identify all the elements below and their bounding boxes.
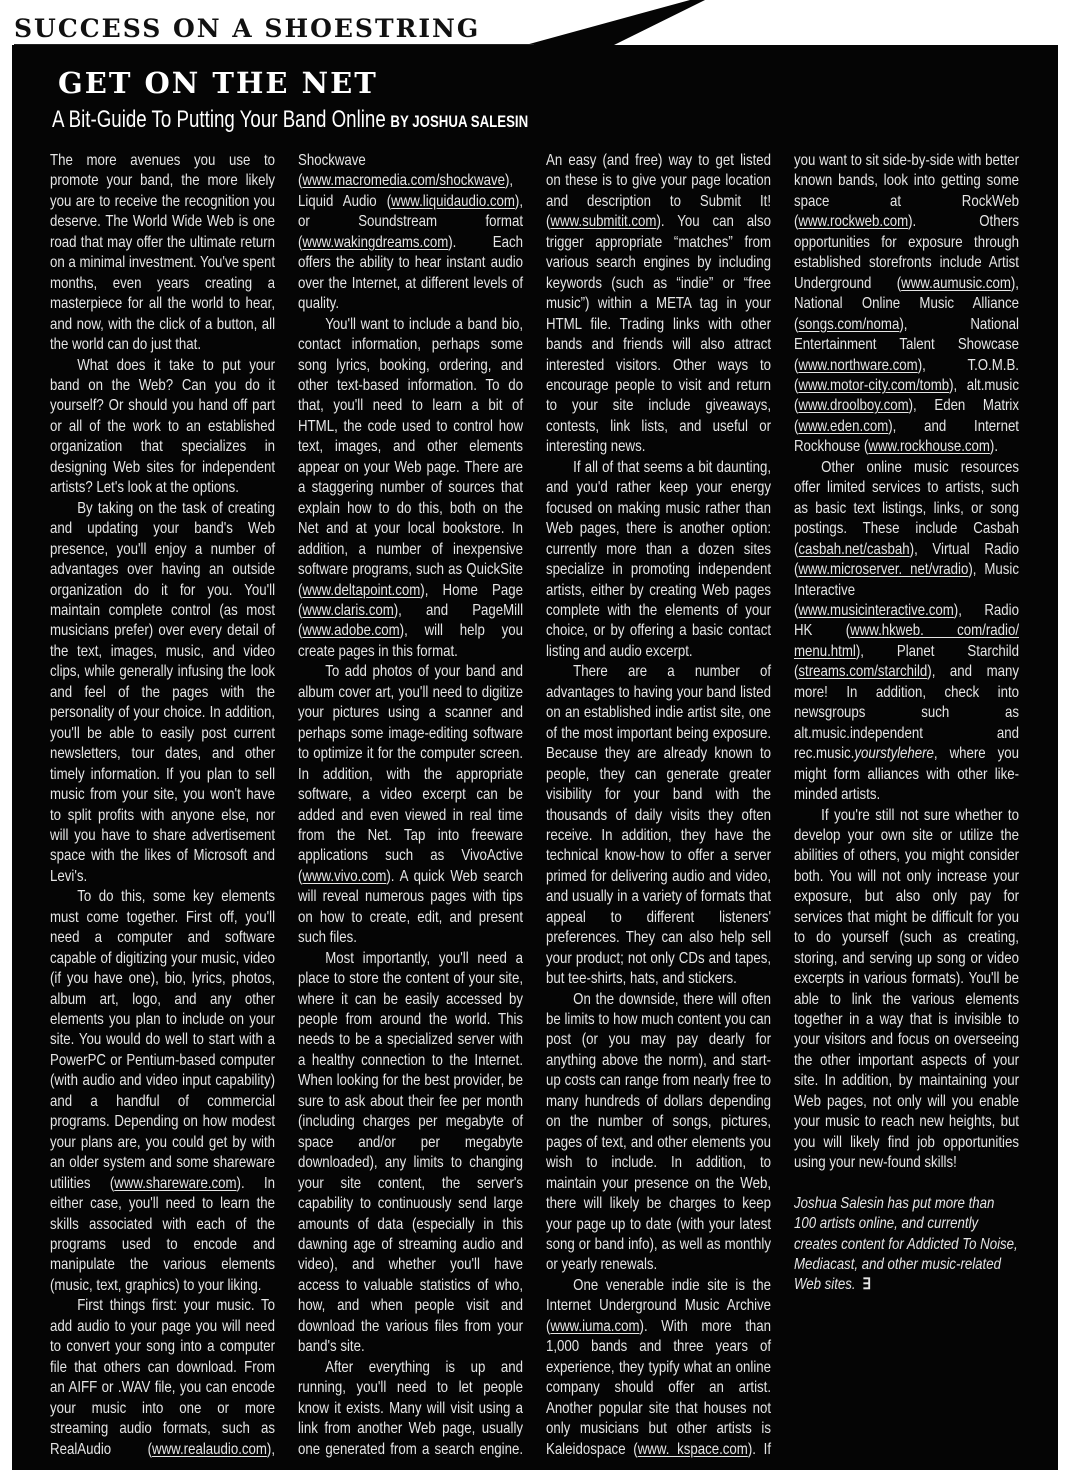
byline: BY JOSHUA SALESIN [390,112,529,131]
paragraph-text: ). You can also trigger appropriate “matches” from various search engines by including keywords (such as “indie” or “free music”) within a META tag in your HTML file. Trading links with other bands and friends will also attract interested visitors. Other ways to encourage people to visit and return to your site include giveaways, contests, link lists, and useful or interesting news. [545,213,772,456]
url-link[interactable]: www.claris.com [302,601,394,619]
url-link[interactable]: www.rockhouse.com [868,438,990,456]
article-paragraph [298,315,523,663]
paragraph-text: If you're still not sure whether to develop your own site or utilize the abilities of others, you might consider both. You will not only increase your exposure, but also only pay for services that might be difficult for you to do yourself (such as creating, storing, and serving up song or video excerpts in various formats). You'll be able to link the various elements together in a way that is invisible to your visitors and focus on overseeing the other important aspects of your site. In addition, by maintaining your Web pages, not only will you enable your music to reach new heights, but you will likely find job opportunities using your new-found skills! [793,806,1019,1172]
paragraph-text: What does it take to put your band on the Web? Can you do it yourself? Or should you hand off part or all of the work to an established organization that specializes in designing Web sites for independent artists? Let's look at the options. [50,356,276,497]
paragraph-text: ). If you want to sit side-by-side with better known bands, look into getting some space at RockWeb ( [747,152,1019,1458]
paragraph-text: ), and many more! In addition, check into newsgroups such as alt.music.independent and rec.music. [793,663,1019,763]
article-paragraph [50,356,275,499]
url-link[interactable]: www.iuma.com [550,1317,640,1335]
article-paragraph [794,806,1019,1174]
paragraph-text: ), Radio HK ( [793,601,1019,640]
url-link[interactable]: www.liquidaudio.com [391,192,515,210]
paragraph-text: One venerable indie site is the Internet Underground Music Archive ( [545,1276,772,1335]
article-paragraph [50,151,275,356]
paragraph-text: First things first: your music. To add audio to your page you will need to convert your song into a computer file that others can download. From an AIFF or .WAV file, you can encode your music into one or more streaming audio formats, such as RealAudio ( [50,1297,276,1458]
paragraph-text: ), National Entertainment Talent Showcase ( [793,315,1019,374]
paragraph-text: There are a number of advantages to having your band listed on an established indie artist site, one of the most important being exposure. Because they are already known to people, they can generate greater visibility for your band with the thousands of daily visits they often receive. In addition, they have the technical know-how to offer a server primed for delivering audio and video, and usually in a variety of formats that appeal to different listeners' preferences. They can also help sell your product; not only CDs and tapes, but tee-shirts, hats, and stickers. [545,663,772,988]
author-bio-text: Joshua Salesin has put more than 100 artists online, and currently creates content for Addicted To Noise, Mediacast, and other music-related Web sites. [793,1194,1018,1294]
section-kicker: SUCCESS ON A SHOESTRING [14,14,481,43]
end-mark-icon: ∃ [862,1276,871,1294]
url-link[interactable]: www.rockweb.com [798,213,909,231]
paragraph-text: ), Eden Matrix ( [793,397,1019,435]
paragraph-text: By taking on the task of creating and updating your band's Web presence, you'll enjoy a number of advantages over having an outside organization do it for you. You'll maintain complete control (as most musicians prefer) over every detail of the text, images, music, and video clips, while generally infusing the look and feel of the pages with the personality of your choice. In addition, you'll be able to easily post current newsletters, tour dates, and other timely information. If you plan to sell music from your site, you won't have to split profits with anyone else, nor will you have to share advertisement space with the likes of Microsoft and Levi's. [50,499,276,885]
article-paragraph [546,662,771,989]
article-paragraph [298,662,523,948]
url-link[interactable]: www.northware.com [798,356,918,374]
paragraph-text: ), and Internet Rockhouse ( [793,417,1019,456]
paragraph-text: ), and PageMill ( [297,601,524,640]
paragraph-text: You'll want to include a band bio, contact information, perhaps some song lyrics, booking, ordering, and other text-based information. To do that, you'll need to learn a bit of HTML, the code used to control how text, images, and other elements appear on your Web page. There are a staggering number of sources that explain how to do this, both on the Net and at your local bookstore. In addition, a number of inexpensive software programs, such as QuickSite ( [297,315,524,599]
article-paragraph [546,458,771,663]
url-link[interactable]: songs.com/noma [798,315,900,333]
paragraph-text: ). Each offers the ability to hear instant audio over the Internet, at different levels of quality. [297,233,524,313]
url-link[interactable]: www.vivo.com [302,867,387,885]
article-paragraph [794,458,1019,806]
paragraph-text: To do this, some key elements must come together. First off, you'll need a computer and software capable of digitizing your music, video (if you have one), bio, lyrics, photos, album art, logo, and any other elements you plan to include on your site. You would do well to start with a PowerPC or Pentium-based computer (with audio and video input capability) and a handful of commercial programs. Depending on how modest your plans are, you could get by with an older system and some shareware utilities ( [50,888,276,1192]
url-link[interactable]: www.motor-city.com/tomb [798,376,950,394]
paragraph-text: After everything is up and running, you'll need to let people know it exists. Many will visit using a link from another Web page, usually one generated from a search engine. An easy (and free) way to get listed on these is to give your page location and description to Submit It! ( [297,152,772,1458]
paragraph-text: On the downside, there will often be limits to how much content you can post (or you may pay dearly for anything above the norm), and start-up costs can range from nearly free to many hundreds of dollars depending on the number of songs, pictures, pages of text, and other elements you wish to include. In addition, to maintain your presence on the Web, there will likely be charges to keep your page up to date (with your latest song or band info), as well as monthly or yearly renewals. [545,990,772,1274]
paragraph-text: ), Home Page ( [297,581,524,619]
url-link[interactable]: streams.com/starchild [798,663,928,681]
italic-text: yourstylehere [854,745,934,763]
url-link[interactable]: www.wakingdreams.com [302,233,449,251]
paragraph-text: Most importantly, you'll need a place to store the content of your site, where it can be easily accessed by people from around the world. This needs to be a specialized server with a healthy connection to the Internet. When looking for the best provider, be sure to ask about their fee per month (including charges per megabyte of space and/or per megabyte downloaded), any limits to changing your site content, the server's capability to continuously send large amounts of data (especially in this dawning age of streaming audio and video), and whether you'll have access to valuable statistics of who, how, and when people visit and download the various files from your band's site. [297,949,524,1356]
url-link[interactable]: www.eden.com [798,417,889,435]
article-paragraph [50,499,275,888]
paragraph-text: , where you might form alliances with other like-minded artists. [793,745,1019,804]
url-link[interactable]: www.droolboy.com [798,397,909,415]
paragraph-text: ), T.O.M.B. ( [793,356,1019,394]
paragraph-text: ), Liquid Audio ( [297,172,514,210]
paragraph-text: ). In either case, you'll need to learn the skills associated with each of the programs used to encode and manipulate the various elements (music, text, graphics) to your liking. [50,1174,276,1294]
paragraph-text: ). A quick Web search will reveal numerous pages with tips on how to create, edit, and present such files. [297,867,524,947]
url-link[interactable]: www.aumusic.com [901,274,1011,292]
article-paragraph [50,887,275,1296]
url-link[interactable]: www.shareware.com [114,1174,237,1192]
paragraph-text: ), Shockwave ( [266,152,366,1458]
url-link[interactable]: www. kspace.com [637,1440,748,1458]
paragraph-text: ). Others opportunities for exposure through established storefronts include Artist Underground ( [793,213,1019,292]
paragraph-text: The more avenues you use to promote your band, the more likely you are to receive the recognition you deserve. The World Wide Web is one road that may offer the ultimate return on a minimal investment. You've spent months, even years creating a masterpiece for all the world to hear, and now, with the click of a button, all the world can do just that. [50,152,276,354]
paragraph-text: ), or Soundstream format ( [297,192,524,251]
article-title: GET ON THE NET [58,66,378,100]
subtitle-text: A Bit-Guide To Putting Your Band Online [52,106,386,133]
url-link[interactable]: www.musicinteractive.com [798,601,954,619]
article-subtitle [52,106,528,134]
paragraph-text: ). [989,438,999,456]
url-link[interactable]: www.adobe.com [302,622,400,640]
url-link[interactable]: www.microserver. net/vradio [798,561,969,579]
paragraph-text: Other online music resources offer limited services to artists, such as basic text listings, links, or song postings. These include Casbah ( [793,458,1019,558]
url-link[interactable]: www.submitit.com [550,213,657,231]
paragraph-text: ), Virtual Radio ( [793,540,1019,579]
paragraph-text: ), National Online Music Alliance ( [793,274,1019,333]
paragraph-text: ), alt.music ( [793,376,1019,415]
author-bio [794,1194,1019,1296]
url-link[interactable]: www.hkweb. com/radio/ menu.html [793,622,1020,660]
paragraph-text: ), will help you create pages in this format. [297,622,524,660]
url-link[interactable]: www.deltapoint.com [302,581,421,599]
url-link[interactable]: www.macromedia.com/shockwave [302,172,505,190]
paragraph-text: ), Planet Starchild ( [793,642,1019,681]
paragraph-text: To add photos of your band and album cover art, you'll need to digitize your pictures using a scanner and perhaps some image-editing software to optimize it for the computer screen. In addition, with the appropriate software, a video excerpt can be added and even viewed in real time from the Net. Tap into freeware applications such as VivoActive ( [297,663,524,885]
article-paragraph [546,990,771,1276]
article-paragraph [298,949,523,1358]
paragraph-text: ), Music Interactive ( [793,561,1020,619]
paragraph-text: ). With more than 1,000 bands and three years of experience, they typify what an online company should offer an artist. Another popular site that houses not only musicians but other artists is Kaleidospace ( [545,1317,772,1458]
url-link[interactable]: casbah.net/casbah [798,540,910,558]
url-link[interactable]: www.realaudio.com [152,1440,267,1458]
paragraph-text: If all of that seems a bit daunting, and you'd rather keep your energy focused on making music rather than Web pages, there is another option: currently more than a dozen sites specialize in promoting independent artists, either by creating Web pages complete with the elements of your choice, or by offering a basic contact listing and audio excerpt. [545,458,772,660]
article-body [50,151,1019,1461]
